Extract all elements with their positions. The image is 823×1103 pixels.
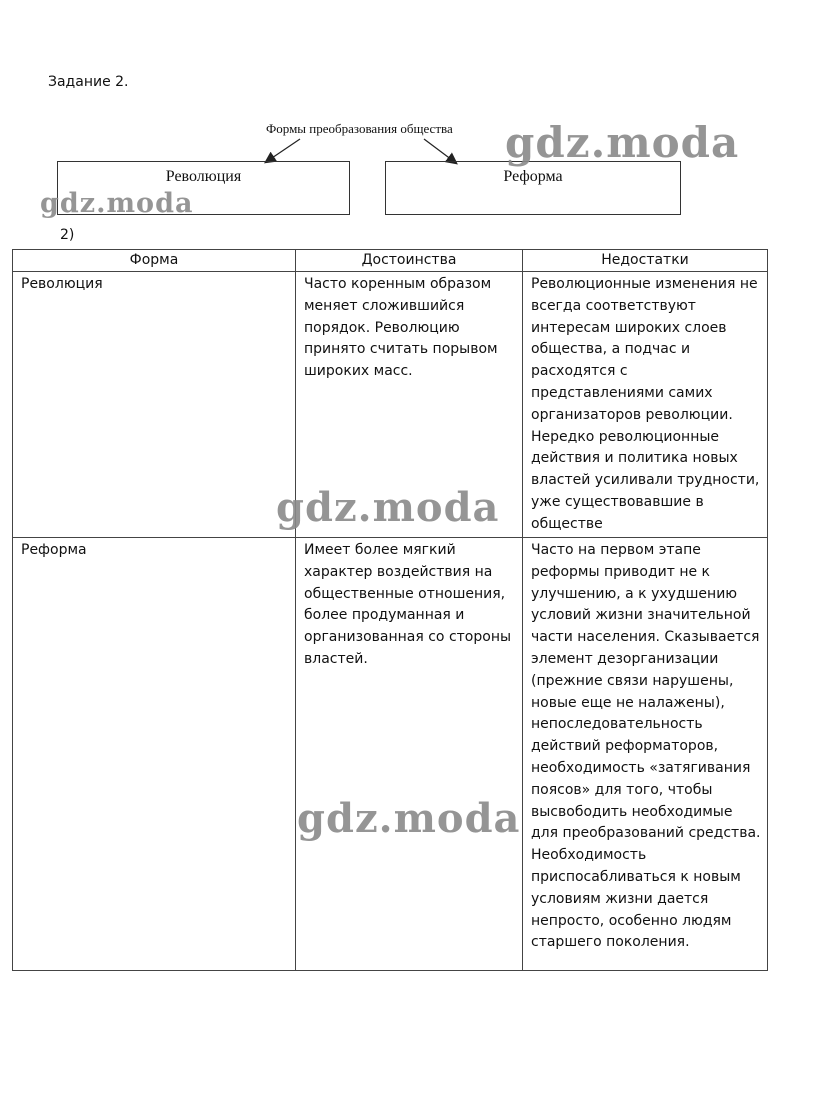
arrow-to-revolution xyxy=(266,139,300,162)
diagram-title: Формы преобразования общества xyxy=(266,121,453,136)
header-pros: Достоинства xyxy=(296,250,523,272)
cell-form: Революция xyxy=(13,272,296,538)
cell-pros: Часто коренным образом меняет сложившийся порядок. Революцию принято считать порывом широких масс. xyxy=(296,272,523,538)
cell-form: Реформа xyxy=(13,538,296,971)
header-cons: Недостатки xyxy=(523,250,768,272)
revolution-box: Революция xyxy=(57,161,350,215)
arrow-to-reform xyxy=(424,139,456,163)
cell-pros: Имеет более мягкий характер воздействия на общественные отношения, более продуманная и организованная со стороны властей. xyxy=(296,538,523,971)
watermark: gdz.moda xyxy=(276,484,500,531)
watermark: gdz.moda xyxy=(40,188,194,219)
cell-cons-text: Революционные изменения не всегда соответствуют интересам широких слоев общества, а подчас и расходятся с представлениями самих организаторов революции. Нередко революционные действия и политика новых властей усиливали трудности, уже существовавшие в обществе xyxy=(531,276,760,532)
section-number: 2) xyxy=(60,227,75,243)
table-header-row xyxy=(13,250,768,272)
header-form: Форма xyxy=(13,250,296,272)
table-row xyxy=(13,538,768,971)
cell-cons: Часто на первом этапе реформы приводит не к улучшению, а к ухудшению условий жизни значительной части населения. Сказывается элемент дезорганизации (прежние связи нарушены, новые еще не налажены), непоследовательность действий реформаторов, необходимость «затягивания поясов» для того, чтобы высвободить необходимые для преобразований средства. Необходимость приспосабливаться к новым условиям жизни дается непросто, особенно людям старшего поколения. xyxy=(523,538,768,971)
watermark: gdz.moda xyxy=(297,795,521,842)
cell-cons xyxy=(523,272,768,538)
reform-box: Реформа xyxy=(385,161,681,215)
watermark: gdz.moda xyxy=(505,118,740,167)
task-label: Задание 2. xyxy=(48,74,129,90)
comparison-table xyxy=(12,249,768,971)
